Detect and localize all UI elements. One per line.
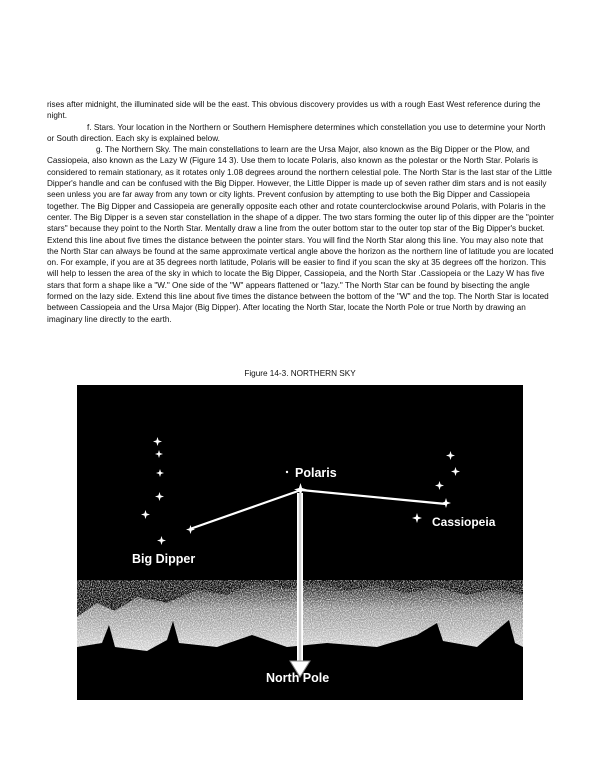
cassiopeia-label: Cassiopeia: [432, 515, 496, 529]
north-pole-label: North Pole: [266, 671, 330, 685]
sky-illustration: [77, 385, 523, 700]
paragraph-northern-sky: g. The Northern Sky. The main constellations to learn are the Ursa Major, also known as the Big Dipper or the Plow, and Cassiopeia, also known as the Lazy W (Figure 14 3). Use them to locate Polaris, also known as the polestar or the North Star. Polaris is considered to remain stationary, as it rotates only 1.08 degrees around the northern celestial pole. The North Star is the last star of the Little Dipper's handle and can be confused with the Big Dipper. However, the Little Dipper is made up of seven rather dim stars and is not easily seen unless you are far away from any town or city lights. Prevent confusion by attempting to use both the Big Dipper and Cassiopeia together. The Big Dipper and Cassiopeia are generally opposite each other and rotate counterclockwise around Polaris, with Polaris in the center. The Big Dipper is a seven star constellation in the shape of a dipper. The two stars forming the outer lip of this dipper are the "pointer stars" because they point to the North Star. Mentally draw a line from the outer bottom star to the outer top star of the Big Dipper's bucket. Extend this line about five times the distance between the pointer stars. You will find the North Star along this line. You may also note that the North Star can always be found at the same approximate vertical angle above the horizon as the northern line of latitude you are located on. For example, if you are at 35 degrees north latitude, Polaris will be easier to find if you scan the sky at 35 degrees off the horizon. This will help to lessen the area of the sky in which to locate the Big Dipper, Cassiopeia, and the North Star .Cassiopeia or the Lazy W has five stars that form a shape like a "W." One side of the "W" appears flattened or "lazy." The North Star can be found by bisecting the angle formed on the lazy side. Extend this line about five times the distance between the bottom of the "W" and the top. The North Star is located between Cassiopeia and the Ursa Major (Big Dipper). After locating the North Star, locate the North Pole or true North by drawing an imaginary line directly to the earth.: [47, 145, 554, 324]
body-text: [47, 99, 554, 325]
big-dipper-label: Big Dipper: [132, 552, 196, 566]
paragraph-1: rises after midnight, the illuminated side will be the east. This obvious discovery provides us with a rough East West reference during the night.: [47, 100, 541, 121]
polaris-label: Polaris: [295, 466, 337, 480]
small-star: [286, 471, 288, 473]
figure-caption: Figure 14-3. NORTHERN SKY: [244, 369, 356, 378]
northern-sky-figure: [77, 385, 523, 700]
paragraph-stars: f. Stars. Your location in the Northern or Southern Hemisphere determines which constellation you use to determine your North or South direction. Each sky is explained below.: [47, 122, 546, 143]
